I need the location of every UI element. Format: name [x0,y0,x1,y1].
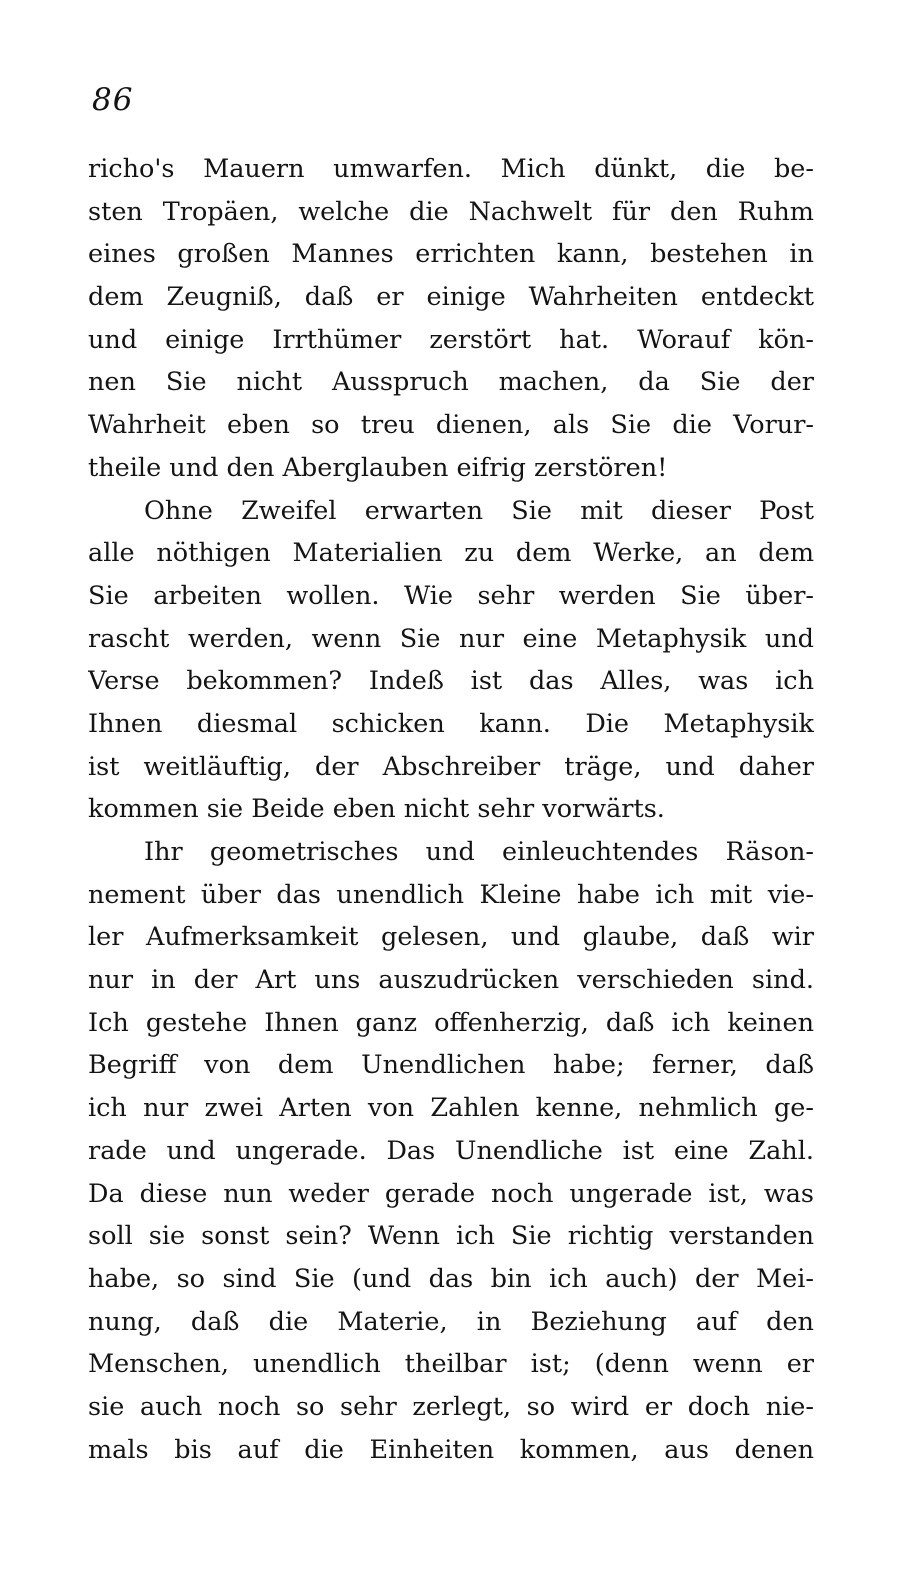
text-line: richo's Mauern umwarfen. Mich dünkt, die be- [88,154,814,184]
text-line: kommen sie Beide eben nicht sehr vorwärts. [88,794,665,825]
text-line: mals bis auf die Einheiten kommen, aus denen [88,1434,814,1465]
text-line: nur in der Art uns auszudrücken verschieden sind. [88,965,814,996]
text-line: Ihnen diesmal schicken kann. Die Metaphysik [88,708,814,739]
text-line: sten Tropäen, welche die Nachwelt für den Ruhm [88,196,814,227]
text-line: Verse bekommen? Indeß ist das Alles, was ich [88,666,814,697]
text-line: sie auch noch so sehr zerlegt, so wird er doch nie- [88,1391,814,1422]
text-line: rascht werden, wenn Sie nur eine Metaphysik und [88,623,814,654]
body-text [88,148,814,1471]
text-line: ler Aufmerksamkeit gelesen, und glaube, daß wir [88,922,814,953]
text-line: eines großen Mannes errichten kann, bestehen in [88,239,814,270]
text-line: und einige Irrthümer zerstört hat. Worauf kön- [88,324,814,355]
text-line: Ohne Zweifel erwarten Sie mit dieser Post [144,495,814,526]
text-line: Ihr geometrisches und einleuchtendes Räson- [144,837,814,867]
text-line: Sie arbeiten wollen. Wie sehr werden Sie über- [88,580,814,611]
text-line: nen Sie nicht Ausspruch machen, da Sie der [88,367,814,398]
text-line: alle nöthigen Materialien zu dem Werke, an dem [88,538,814,569]
page-number: 86 [92,82,134,118]
text-line: ist weitläuftig, der Abschreiber träge, und daher [88,751,814,782]
text-line: Ich gestehe Ihnen ganz offenherzig, daß ich keinen [88,1007,814,1038]
text-line: Menschen, unendlich theilbar ist; (denn wenn er [88,1349,814,1380]
text-line: nement über das unendlich Kleine habe ich mit vie- [88,879,814,910]
text-line: nung, daß die Materie, in Beziehung auf den [88,1306,814,1337]
text-line: Begriff von dem Unendlichen habe; ferner, daß [88,1050,814,1081]
text-line: ich nur zwei Arten von Zahlen kenne, nehmlich ge- [88,1093,814,1124]
text-line: rade und ungerade. Das Unendliche ist eine Zahl. [88,1135,814,1166]
text-line: Wahrheit eben so treu dienen, als Sie die Vorur- [88,410,814,441]
text-line: Da diese nun weder gerade noch ungerade ist, was [88,1178,814,1209]
text-line: soll sie sonst sein? Wenn ich Sie richtig verstanden [88,1221,814,1252]
text-line: dem Zeugniß, daß er einige Wahrheiten entdeckt [88,282,814,313]
text-line: theile und den Aberglauben eifrig zerstören! [88,452,668,483]
text-line: habe, so sind Sie (und das bin ich auch) der Mei- [88,1263,814,1294]
